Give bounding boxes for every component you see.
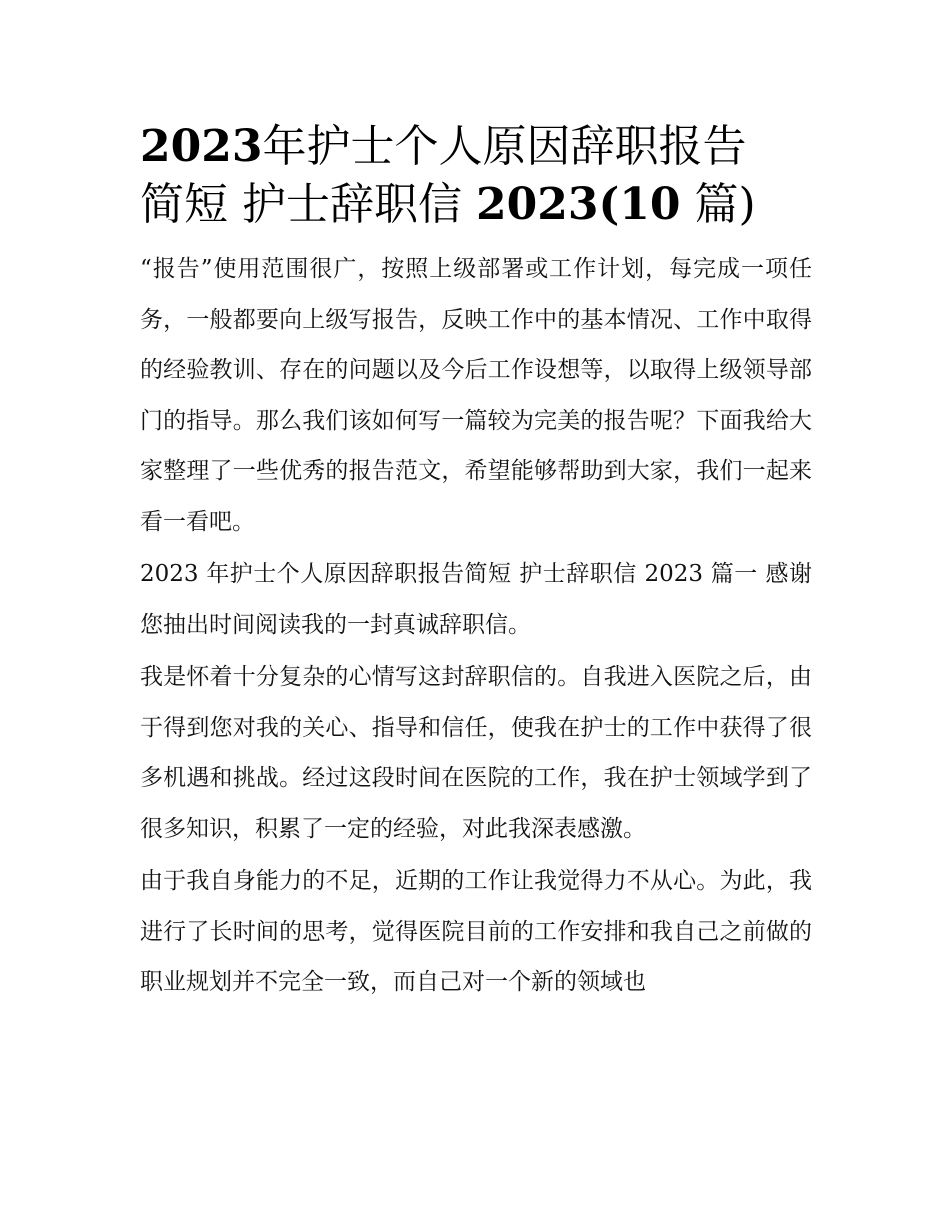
title-line1-text: 年护士个人原因辞职报告 xyxy=(262,121,747,172)
title-line2-text: 简短 护士辞职信 xyxy=(140,179,476,230)
paragraph-letter-heading: 2023 年护士个人原因辞职报告简短 护士辞职信 2023 篇一 感谢您抽出时间阅读我的一封真诚辞职信。 xyxy=(140,561,812,638)
title-line2-number: 2023(10 xyxy=(475,179,681,230)
document-title xyxy=(140,118,812,234)
paragraph-intro: “报告”使用范围很广，按照上级部署或工作计划，每完成一项任务，一般都要向上级写报告，反映工作中的基本情况、工作中取得的经验教训、存在的问题以及今后工作设想等，以取得上级领导部门的指导。那么我们该如何写一篇较为完美的报告呢？下面我给大家整理了一些优秀的报告范文，希望能够帮助到大家，我们一起来看一看吧。 xyxy=(140,256,812,535)
title-line2-tail: 篇) xyxy=(680,179,756,230)
document-body xyxy=(140,118,812,1010)
paragraph-gratitude: 我是怀着十分复杂的心情写这封辞职信的。自我进入医院之后，由于得到您对我的关心、指导和信任，使我在护士的工作中获得了很多机遇和挑战。经过这段时间在医院的工作，我在护士领域学到了很多知识，积累了一定的经验，对此我深表感激。 xyxy=(140,664,812,842)
title-year: 2023 xyxy=(140,121,263,172)
paragraph-reason: 由于我自身能力的不足，近期的工作让我觉得力不从心。为此，我进行了长时间的思考，觉得医院目前的工作安排和我自己之前做的职业规划并不完全一致，而自己对一个新的领域也 xyxy=(140,868,812,995)
